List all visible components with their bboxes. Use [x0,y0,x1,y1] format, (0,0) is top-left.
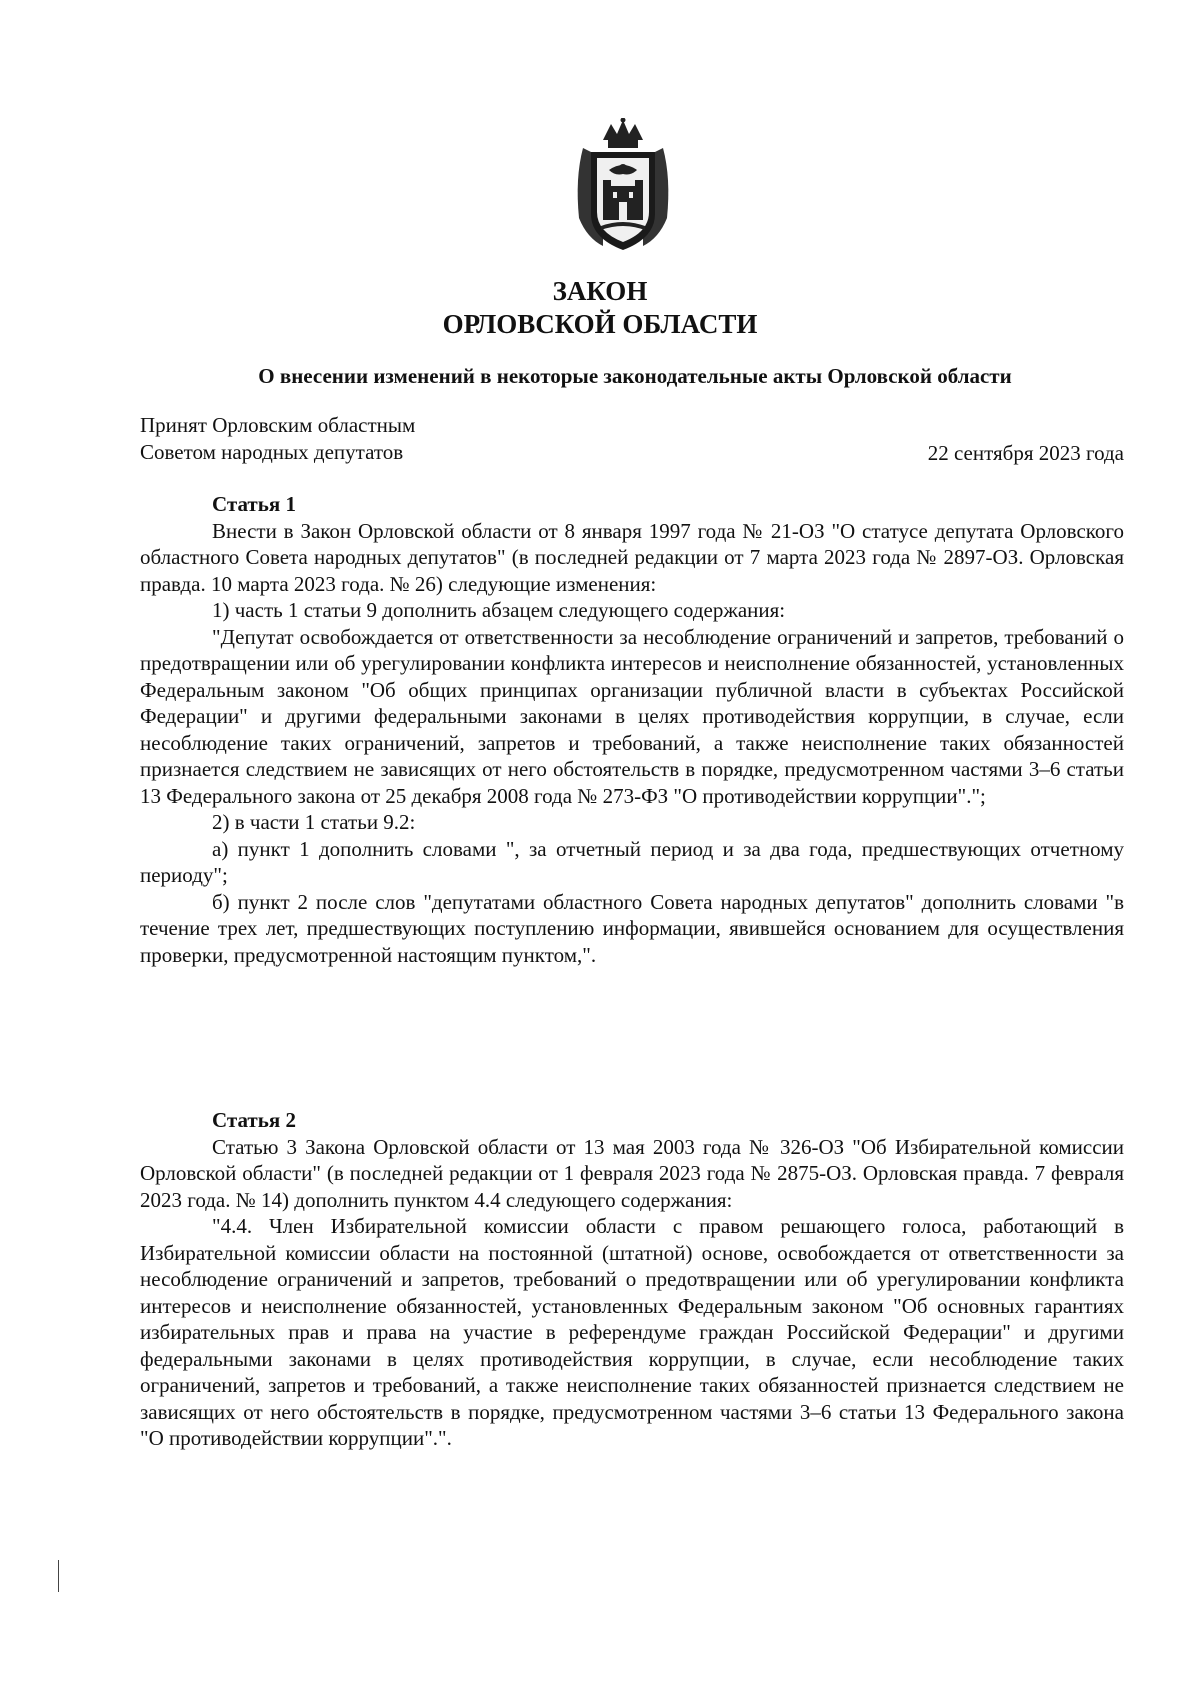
article-1-paragraph: б) пункт 2 после слов "депутатами областного Совета народных депутатов" дополнить словами "в течение трех лет, предшествующих поступлению информации, явившейся основанием для осуществления проверки, предусмотренной настоящим пунктом,". [140,889,1124,967]
title-line-2: ОРЛОВСКОЙ ОБЛАСТИ [442,309,758,339]
article-1-paragraph: 2) в части 1 статьи 9.2: [212,810,416,834]
article-1-paragraph: "Депутат освобождается от ответственности за несоблюдение ограничений и запретов, требований о предотвращении или об урегулировании конфликта интересов и неисполнение обязанностей, установленных Федеральным законом "Об общих принципах организации публичной власти в субъектах Российской Федерации" и другими федеральными законами в целях противодействия коррупции, в случае, если несоблюдение таких ограничений, запретов и требований, а также неисполнение таких обязанностей признается следствием не зависящих от него обстоятельств в порядке, предусмотренном частями 3–6 статьи 13 Федерального закона от 25 декабря 2008 года № 273-ФЗ "О противодействии коррупции"."; [140,624,1124,808]
article-2 [140,1107,1124,1452]
margin-mark [58,1560,59,1592]
article-2-paragraph: Статью 3 Закона Орловской области от 13 мая 2003 года № 326-ОЗ "Об Избирательной комиссии Орловской области" (в последней редакции от 1 февраля 2023 года № 2875-ОЗ. Орловская правда. 7 февраля 2023 года. № 14) дополнить пунктом 4.4 следующего содержания: [140,1134,1124,1212]
coat-of-arms-oryol-icon [573,118,673,256]
adoption-date: 22 сентября 2023 года [927,441,1124,465]
title-line-1: ЗАКОН [552,276,648,306]
adopted-by [140,412,415,466]
article-1-paragraph: 1) часть 1 статьи 9 дополнить абзацем следующего содержания: [212,598,786,622]
adopted-line-2: Советом народных депутатов [140,440,404,464]
article-1 [140,491,1124,968]
document-title [0,275,1200,341]
article-1-paragraph: Внести в Закон Орловской области от 8 января 1997 года № 21-ОЗ "О статусе депутата Орловского областного Совета народных депутатов" (в последней редакции от 7 марта 2023 года № 2897-ОЗ. Орловская правда. 10 марта 2023 года. № 26) следующие изменения: [140,518,1124,596]
article-2-paragraph: "4.4. Член Избирательной комиссии области с правом решающего голоса, работающий в Избирательной комиссии области на постоянной (штатной) основе, освобождается от ответственности за несоблюдение ограничений и запретов, требований о предотвращении или об урегулировании конфликта интересов и неисполнение обязанностей, установленных Федеральным законом "Об основных гарантиях избирательных прав и права на участие в референдуме граждан Российской Федерации" и другими федеральными законами в целях противодействия коррупции, в случае, если несоблюдение таких ограничений, запретов и требований, а также неисполнение таких обязанностей признается следствием не зависящих от него обстоятельств в порядке, предусмотренном частями 3–6 статьи 13 Федерального закона "О противодействии коррупции".". [140,1214,1124,1450]
article-1-paragraph: а) пункт 1 дополнить словами ", за отчетный период и за два года, предшествующих отчетному периоду"; [140,836,1124,887]
adopted-line-1: Принят Орловским областным [140,413,416,437]
document-subtitle: О внесении изменений в некоторые законодательные акты Орловской области [258,364,1012,388]
article-1-heading: Статья 1 [212,492,296,516]
article-2-heading: Статья 2 [212,1108,296,1132]
